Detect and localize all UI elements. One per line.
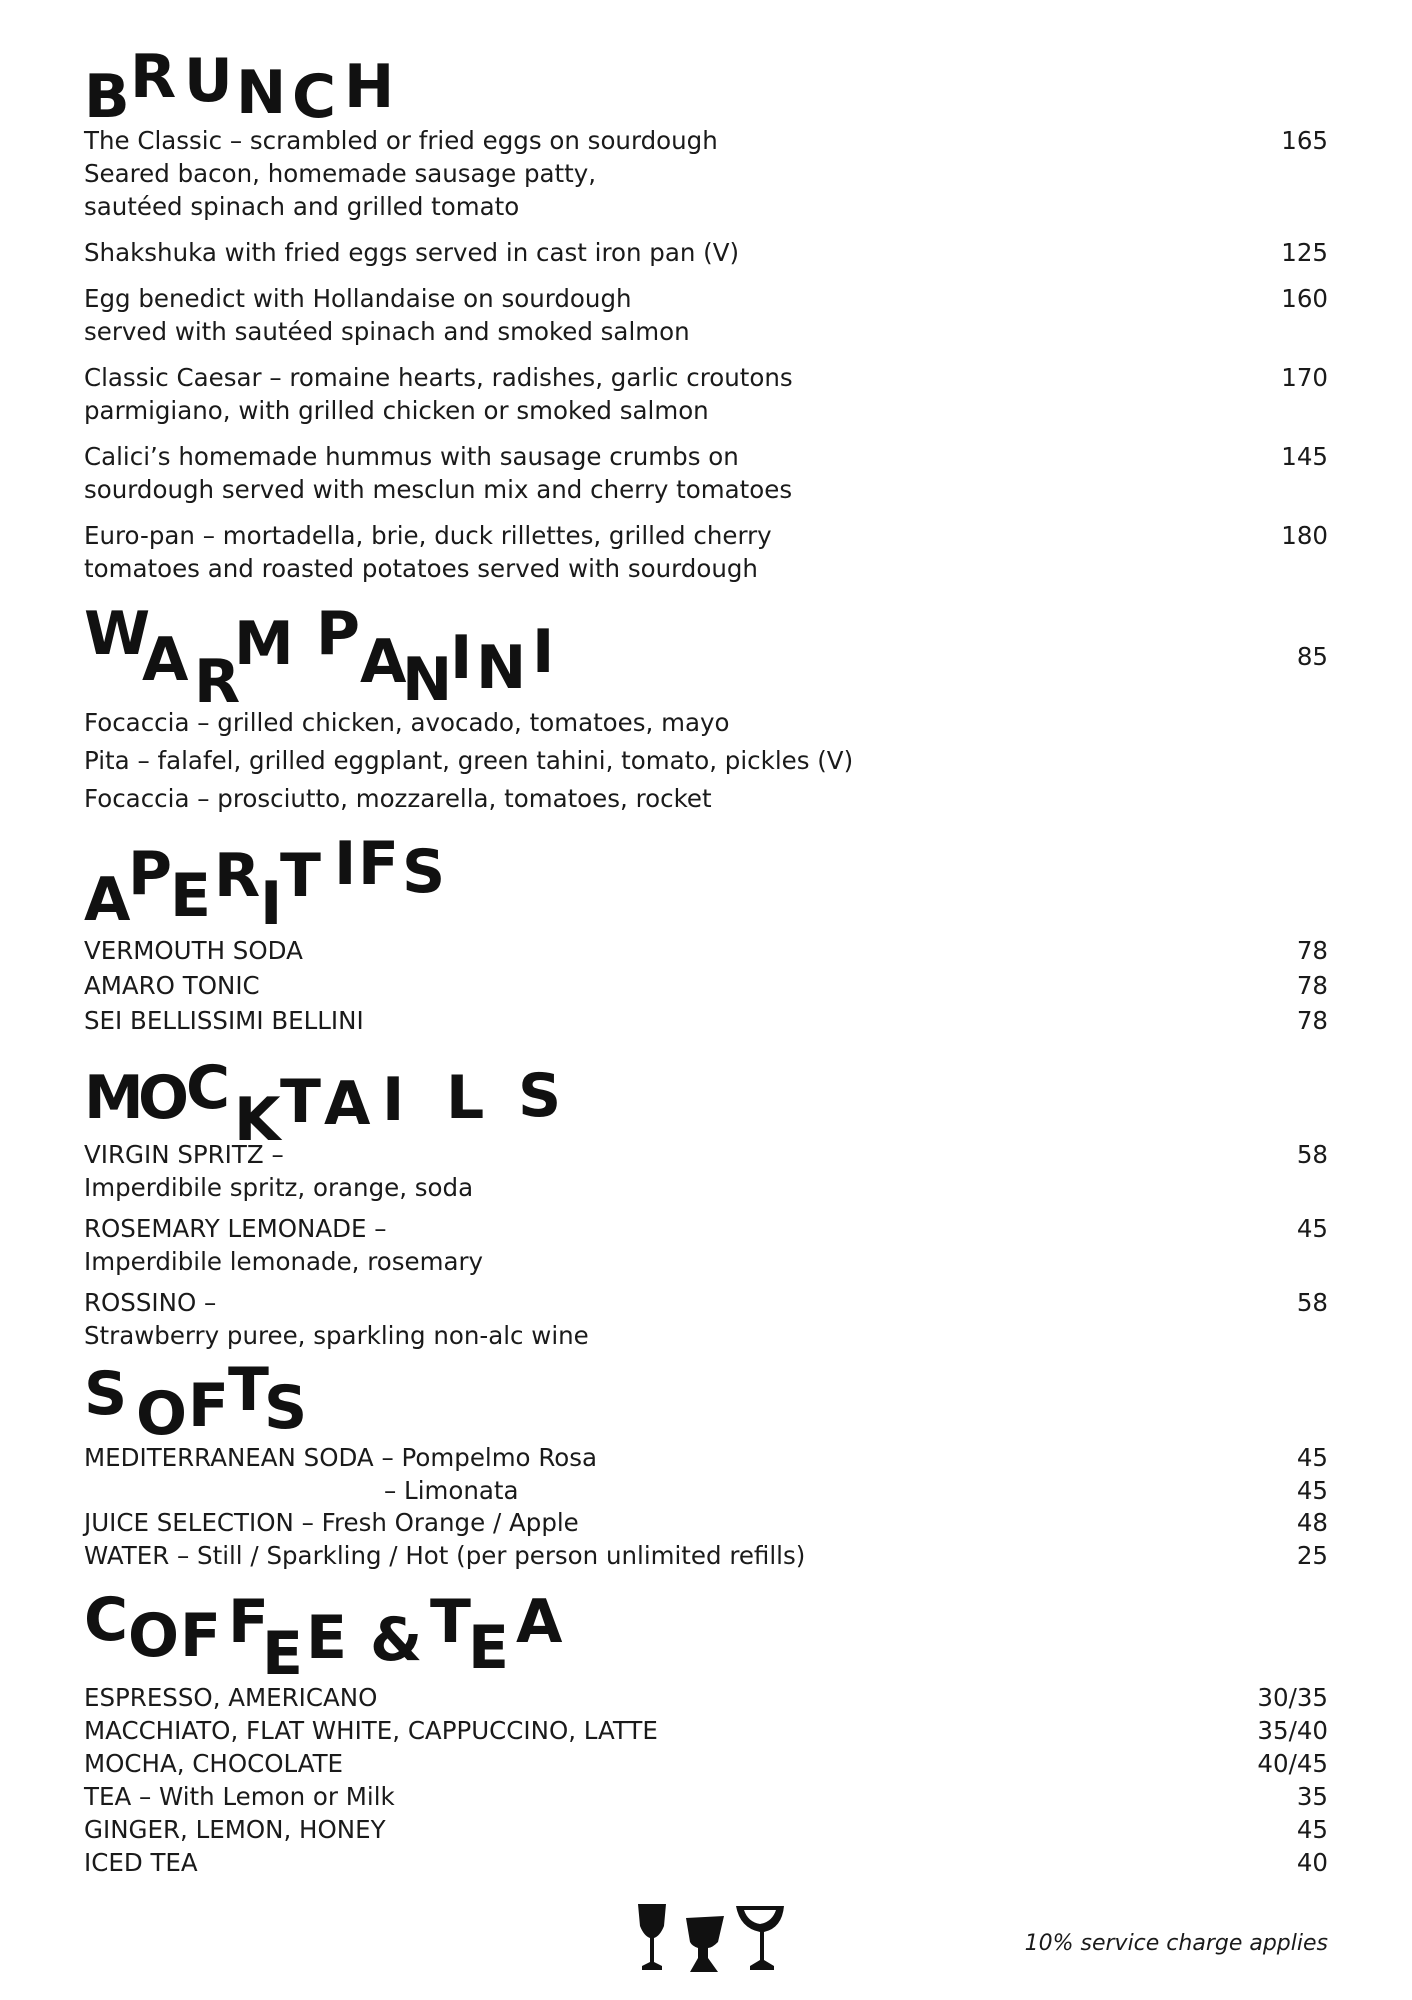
heading-letter: E <box>170 861 211 931</box>
item-description: TEA – With Lemon or Milk <box>84 1782 395 1811</box>
item-price: 165 <box>1281 126 1328 155</box>
item-description: ROSSINO – Strawberry puree, sparkling non-alc wine <box>84 1288 589 1350</box>
heading-letter: O <box>128 1601 180 1671</box>
item-description: MACCHIATO, FLAT WHITE, CAPPUCCINO, LATTE <box>84 1716 658 1745</box>
item-description: JUICE SELECTION – Fresh Orange / Apple <box>84 1508 579 1537</box>
heading-letter: R <box>214 841 261 911</box>
heading-letter: N <box>402 645 453 715</box>
item-description: VERMOUTH SODA <box>84 936 303 965</box>
heading-letter: F <box>188 1371 229 1441</box>
heading-letter: E <box>306 1603 347 1673</box>
panini-price: 85 <box>1296 642 1328 671</box>
heading-letter: U <box>184 46 233 116</box>
heading-letter: C <box>186 1053 231 1123</box>
item-description: The Classic – scrambled or fried eggs on sourdough Seared bacon, homemade sausage patty, sautéed spinach and grilled tomato <box>84 126 718 221</box>
item-price: 45 <box>1296 1443 1328 1472</box>
item-description: MEDITERRANEAN SODA – Pompelmo Rosa <box>84 1443 598 1472</box>
heading-letter: A <box>360 627 407 697</box>
item-price: 125 <box>1281 238 1328 267</box>
item-description: GINGER, LEMON, HONEY <box>84 1815 386 1844</box>
heading-letter: T <box>280 1067 321 1137</box>
heading-letter: P <box>316 599 360 669</box>
item-price: 35/40 <box>1257 1716 1328 1745</box>
item-price: 45 <box>1296 1815 1328 1844</box>
item-price: 40/45 <box>1257 1749 1328 1778</box>
item-price: 160 <box>1281 284 1328 313</box>
item-description: SEI BELLISSIMI BELLINI <box>84 1006 364 1035</box>
heading-letter: E <box>262 1619 303 1689</box>
heading-letter: B <box>84 62 130 132</box>
item-description: AMARO TONIC <box>84 971 260 1000</box>
heading-letter: S <box>84 1359 128 1429</box>
item-description: MOCHA, CHOCOLATE <box>84 1749 344 1778</box>
item-description: ICED TEA <box>84 1848 198 1877</box>
heading-letter: T <box>430 1587 471 1657</box>
item-description: ESPRESSO, AMERICANO <box>84 1683 378 1712</box>
item-description: WATER – Still / Sparkling / Hot (per person unlimited refills) <box>84 1541 806 1570</box>
item-price: 40 <box>1296 1848 1328 1877</box>
item-price: 170 <box>1281 363 1328 392</box>
item-description: Egg benedict with Hollandaise on sourdough served with sautéed spinach and smoked salmon <box>84 284 690 346</box>
heading-letter: I <box>260 869 283 939</box>
heading-letter: W <box>84 599 151 669</box>
item-price: 25 <box>1296 1541 1328 1570</box>
heading-letter: S <box>264 1373 308 1443</box>
item-price: 78 <box>1296 1006 1328 1035</box>
heading-letter: A <box>324 1069 371 1139</box>
item-description: VIRGIN SPRITZ – Imperdibile spritz, orange, soda <box>84 1140 474 1202</box>
heading-letter: H <box>344 52 395 122</box>
heading-letter: T <box>228 1355 269 1425</box>
heading-letter: F <box>228 1587 269 1657</box>
heading-letter: P <box>128 839 172 909</box>
heading-letter: S <box>402 837 446 907</box>
item-description: Calici’s homemade hummus with sausage crumbs on sourdough served with mesclun mix and cherry tomatoes <box>84 442 793 504</box>
item-price: 78 <box>1296 971 1328 1000</box>
item-price: 58 <box>1296 1140 1328 1169</box>
heading-letter: R <box>194 647 241 717</box>
heading-letter: N <box>236 58 287 128</box>
heading-letter: C <box>84 1585 129 1655</box>
heading-letter: M <box>84 1063 144 1133</box>
heading-letter: T <box>280 841 321 911</box>
service-charge-note: 10% service charge applies <box>1024 1931 1328 1956</box>
heading-letter: & <box>370 1605 423 1675</box>
heading-letter: K <box>234 1085 281 1155</box>
item-price: 78 <box>1296 936 1328 965</box>
heading-letter: I <box>334 829 357 899</box>
heading-letter: L <box>446 1063 485 1133</box>
heading-letter: A <box>84 865 131 935</box>
heading-letter: A <box>142 625 189 695</box>
item-price: 58 <box>1296 1288 1328 1317</box>
item-description: Shakshuka with fried eggs served in cast iron pan (V) <box>84 238 740 267</box>
heading-letter: E <box>468 1613 509 1683</box>
heading-letter: N <box>476 633 527 703</box>
heading-letter: R <box>130 42 177 112</box>
heading-letter: O <box>136 1379 188 1449</box>
heading-letter: I <box>450 623 473 693</box>
item-description: Classic Caesar – romaine hearts, radishes, garlic croutons parmigiano, with grilled chicken or smoked salmon <box>84 363 793 425</box>
item-price: 45 <box>1296 1476 1328 1505</box>
item-price: 35 <box>1296 1782 1328 1811</box>
heading-letter: M <box>234 609 294 679</box>
heading-letter: C <box>292 62 337 132</box>
item-description: Focaccia – grilled chicken, avocado, tomatoes, mayo <box>84 708 730 737</box>
item-description: – Limonata <box>384 1476 519 1505</box>
item-price: 145 <box>1281 442 1328 471</box>
heading-letter: F <box>180 1601 221 1671</box>
wine-glasses-icon <box>632 1902 792 1976</box>
item-description: Pita – falafel, grilled eggplant, green tahini, tomato, pickles (V) <box>84 746 854 775</box>
item-price: 180 <box>1281 521 1328 550</box>
heading-letter: I <box>532 617 555 687</box>
item-description: Euro-pan – mortadella, brie, duck rillettes, grilled cherry tomatoes and roasted potatoes served with sourdough <box>84 521 772 583</box>
item-price: 48 <box>1296 1508 1328 1537</box>
item-description: ROSEMARY LEMONADE – Imperdibile lemonade, rosemary <box>84 1214 484 1276</box>
item-description: Focaccia – prosciutto, mozzarella, tomatoes, rocket <box>84 784 712 813</box>
heading-letter: I <box>382 1065 405 1135</box>
heading-letter: F <box>358 829 399 899</box>
item-price: 30/35 <box>1257 1683 1328 1712</box>
heading-letter: O <box>138 1063 190 1133</box>
heading-letter: A <box>516 1587 563 1657</box>
item-price: 45 <box>1296 1214 1328 1243</box>
heading-letter: S <box>518 1061 562 1131</box>
